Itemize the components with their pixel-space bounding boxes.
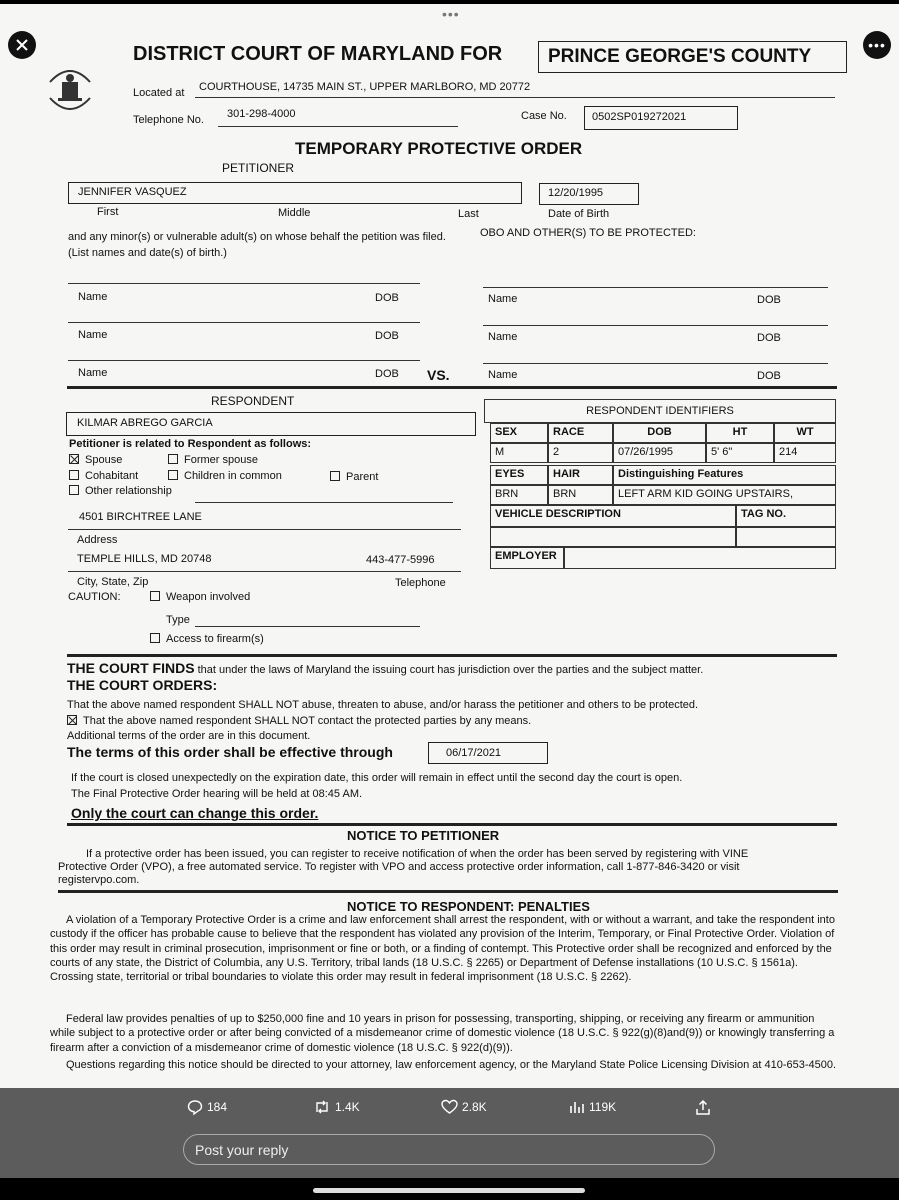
h-hair: HAIR bbox=[548, 465, 613, 485]
notice-petitioner-line1: If a protective order has been issued, you can register to receive notification of when the order has been served by registering with VINE bbox=[86, 848, 749, 860]
vs-label: VS. bbox=[427, 367, 450, 383]
vehicle-value bbox=[490, 527, 736, 547]
case-number: 0502SP019272021 bbox=[592, 111, 687, 123]
dob-col-1: DOB bbox=[375, 292, 399, 304]
v-sex: M bbox=[490, 443, 548, 463]
parent-checkbox bbox=[330, 471, 340, 481]
notice-respondent-para3: Questions regarding this notice should be directed to your attorney, law enforcement agency, or the Maryland State Police Licensing Division at 410-653-4500. bbox=[66, 1059, 837, 1071]
option-parent: Parent bbox=[330, 471, 378, 483]
like-count: 2.8K bbox=[462, 1100, 487, 1114]
v-wt: 214 bbox=[774, 443, 836, 463]
name-label-3: Name bbox=[78, 367, 108, 379]
no-contact-checkbox bbox=[67, 715, 77, 725]
more-options-button[interactable] bbox=[863, 31, 891, 59]
firearm-checkbox bbox=[150, 633, 160, 643]
share-button[interactable] bbox=[695, 1099, 711, 1116]
option-weapon: Weapon involved bbox=[150, 591, 250, 603]
close-icon bbox=[15, 38, 29, 52]
dob-label: Date of Birth bbox=[548, 208, 610, 220]
petitioner-label: PETITIONER bbox=[222, 161, 295, 175]
name-label-1: Name bbox=[78, 291, 108, 303]
reply-placeholder: Post your reply bbox=[195, 1142, 289, 1158]
obo-name-label-3: Name bbox=[488, 369, 518, 381]
dob-col-2: DOB bbox=[375, 330, 399, 342]
obo-name-label-2: Name bbox=[488, 331, 518, 343]
tag-number: TAG NO. bbox=[736, 505, 836, 527]
respondent-address: 4501 BIRCHTREE LANE bbox=[79, 511, 202, 523]
notice-petitioner-title: NOTICE TO PETITIONER bbox=[347, 828, 500, 843]
h-race: RACE bbox=[548, 423, 613, 443]
located-value: COURTHOUSE, 14735 MAIN ST., UPPER MARLBORO, MD 20772 bbox=[199, 81, 531, 93]
obo-dob-col-3: DOB bbox=[757, 370, 781, 382]
h-sex: SEX bbox=[490, 423, 548, 443]
v-eyes: BRN bbox=[490, 485, 548, 505]
notice-respondent-para2: Federal law provides penalties of up to $250,000 fine and 10 years in prison for possessing, transporting, shipping, or receiving any firearm or ammunition while subject to a protective order or after being convicted of a misdemeanor crime of domestic violence (18 U.S.C. § 922(g)(8)and(9)) or knowingly transferring a firearm after a conviction of a misdemeanor crime of domestic violence (18 U.S.C. § 922(d)(9)). bbox=[50, 1013, 835, 1054]
v-hair: BRN bbox=[548, 485, 613, 505]
identifiers-title bbox=[484, 399, 836, 423]
view-count: 119K bbox=[589, 1100, 617, 1114]
order-1: That the above named respondent SHALL NOT abuse, threaten to abuse, and/or harass the petitioner and others to be protected. bbox=[67, 699, 699, 711]
option-cohabitant: Cohabitant bbox=[69, 470, 138, 482]
court-orders-head: THE COURT ORDERS: bbox=[67, 677, 218, 693]
h-features: Distinguishing Features bbox=[613, 465, 836, 485]
section-divider bbox=[67, 386, 837, 389]
notice-petitioner-line2: Protective Order (VPO), a free automated service. To register with VPO and access protective order information, call 1-877-846-3420 or visit bbox=[58, 861, 740, 873]
children-checkbox bbox=[168, 470, 178, 480]
option-firearm: Access to firearm(s) bbox=[150, 633, 264, 645]
respondent-name: KILMAR ABREGO GARCIA bbox=[77, 417, 213, 429]
address-label: Address bbox=[77, 534, 118, 546]
repost-icon bbox=[313, 1099, 331, 1115]
obo-name-label-1: Name bbox=[488, 293, 518, 305]
only-court-text: Only the court can change this order. bbox=[71, 805, 319, 821]
petitioner-dob: 12/20/1995 bbox=[548, 187, 604, 199]
obo-text: OBO AND OTHER(S) TO BE PROTECTED: bbox=[480, 227, 696, 239]
order-2: That the above named respondent SHALL NOT contact the protected parties by any means. bbox=[67, 715, 531, 727]
name-label-2: Name bbox=[78, 329, 108, 341]
first-label: First bbox=[97, 206, 119, 218]
h-eyes: EYES bbox=[490, 465, 548, 485]
minors-text: and any minor(s) or vulnerable adult(s) on whose behalf the petition was filed. (List names and date(s) of birth.) bbox=[68, 231, 446, 259]
option-children: Children in common bbox=[168, 470, 282, 482]
identifiers-title-text: RESPONDENT IDENTIFIERS bbox=[586, 405, 734, 417]
views-icon bbox=[569, 1099, 585, 1115]
effective-date: 06/17/2021 bbox=[446, 747, 502, 759]
hearing-text: The Final Protective Order hearing will be held at 08:45 AM. bbox=[71, 788, 363, 800]
repost-count: 1.4K bbox=[335, 1100, 360, 1114]
phone-label: Telephone bbox=[395, 577, 446, 589]
other-checkbox bbox=[69, 485, 79, 495]
h-wt: WT bbox=[774, 423, 836, 443]
home-indicator[interactable] bbox=[313, 1188, 585, 1193]
telephone-value: 301-298-4000 bbox=[227, 108, 296, 120]
option-former-spouse: Former spouse bbox=[168, 454, 258, 466]
v-features: LEFT ARM KID GOING UPSTAIRS, bbox=[613, 485, 836, 505]
employer-label: EMPLOYER bbox=[490, 547, 564, 569]
notice-petitioner-line3: registervpo.com. bbox=[58, 874, 140, 886]
reply-count: 184 bbox=[207, 1100, 228, 1114]
closed-text: If the court is closed unexpectedly on the expiration date, this order will remain in effect until the second day the court is open. bbox=[71, 772, 683, 784]
notice-respondent-para1: A violation of a Temporary Protective Order is a crime and law enforcement shall arrest the respondent, with or without a warrant, and take the respondent into custody if the officer has probable cause to believe that the respondent has violated any provision of the Interim, Temporary, or Final Protective Order. Violation of this order may result in criminal prosecution, imprisonment or fine or both, or a finding of contempt. This Protective order shall be recognized and enforced by the courts of any state, the District of Columbia, any U.S. Territory, tribal lands (18 U.S.C. § 2265) or Department of Defense installations (10 U.S.C. § 1561a). Crossing state, territorial or tribal boundaries to violate this order may result in federal imprisonment (18 U.S.C. § 2262). bbox=[50, 914, 835, 984]
v-race: 2 bbox=[548, 443, 613, 463]
telephone-label: Telephone No. bbox=[133, 114, 204, 126]
reply-input[interactable] bbox=[183, 1134, 715, 1165]
last-label: Last bbox=[458, 208, 479, 220]
document-title: TEMPORARY PROTECTIVE ORDER bbox=[295, 139, 583, 158]
option-other: Other relationship bbox=[69, 485, 172, 497]
v-dob: 07/26/1995 bbox=[613, 443, 706, 463]
weapon-checkbox bbox=[150, 591, 160, 601]
court-title: DISTRICT COURT OF MARYLAND FOR bbox=[133, 43, 503, 65]
more-icon: ••• bbox=[868, 37, 886, 53]
heart-icon bbox=[441, 1099, 458, 1115]
repost-button[interactable] bbox=[313, 1099, 360, 1115]
related-label: Petitioner is related to Respondent as follows: bbox=[69, 438, 312, 450]
located-label: Located at bbox=[133, 87, 185, 99]
cohabitant-checkbox bbox=[69, 470, 79, 480]
obo-dob-col-2: DOB bbox=[757, 332, 781, 344]
h-ht: HT bbox=[706, 423, 774, 443]
close-button[interactable] bbox=[8, 31, 36, 59]
tag-value bbox=[736, 527, 836, 547]
views-button[interactable] bbox=[569, 1099, 616, 1115]
additional-terms: Additional terms of the order are in this document. bbox=[67, 730, 311, 742]
respondent-phone: 443-477-5996 bbox=[366, 554, 435, 566]
reply-button[interactable] bbox=[187, 1099, 227, 1115]
respondent-city: TEMPLE HILLS, MD 20748 bbox=[77, 553, 212, 565]
document-image bbox=[0, 4, 899, 1088]
more-dots-icon: ••• bbox=[442, 6, 460, 22]
h-dob: DOB bbox=[613, 423, 706, 443]
dob-col-3: DOB bbox=[375, 368, 399, 380]
petitioner-name: JENNIFER VASQUEZ bbox=[78, 186, 187, 198]
effective-label: The terms of this order shall be effective through bbox=[67, 744, 393, 760]
type-label: Type bbox=[166, 614, 190, 626]
case-label: Case No. bbox=[521, 110, 567, 122]
employer-value bbox=[564, 547, 836, 569]
maryland-judiciary-seal bbox=[42, 62, 98, 118]
city-label: City, State, Zip bbox=[77, 576, 149, 588]
share-icon bbox=[695, 1099, 711, 1116]
county-name: PRINCE GEORGE'S COUNTY bbox=[548, 46, 812, 67]
like-button[interactable] bbox=[441, 1099, 487, 1115]
caution-label: CAUTION: bbox=[68, 591, 121, 603]
option-spouse: Spouse bbox=[69, 454, 122, 466]
reply-icon bbox=[187, 1099, 203, 1115]
respondent-label: RESPONDENT bbox=[211, 394, 295, 408]
middle-label: Middle bbox=[278, 207, 311, 219]
v-ht: 5' 6" bbox=[706, 443, 774, 463]
court-finds: THE COURT FINDS that under the laws of Maryland the issuing court has jurisdiction over the parties and the subject matter. bbox=[67, 660, 704, 676]
spouse-checkbox bbox=[69, 454, 79, 464]
obo-dob-col-1: DOB bbox=[757, 294, 781, 306]
notice-respondent-title: NOTICE TO RESPONDENT: PENALTIES bbox=[347, 899, 590, 914]
vehicle-description: VEHICLE DESCRIPTION bbox=[490, 505, 736, 527]
former-spouse-checkbox bbox=[168, 454, 178, 464]
